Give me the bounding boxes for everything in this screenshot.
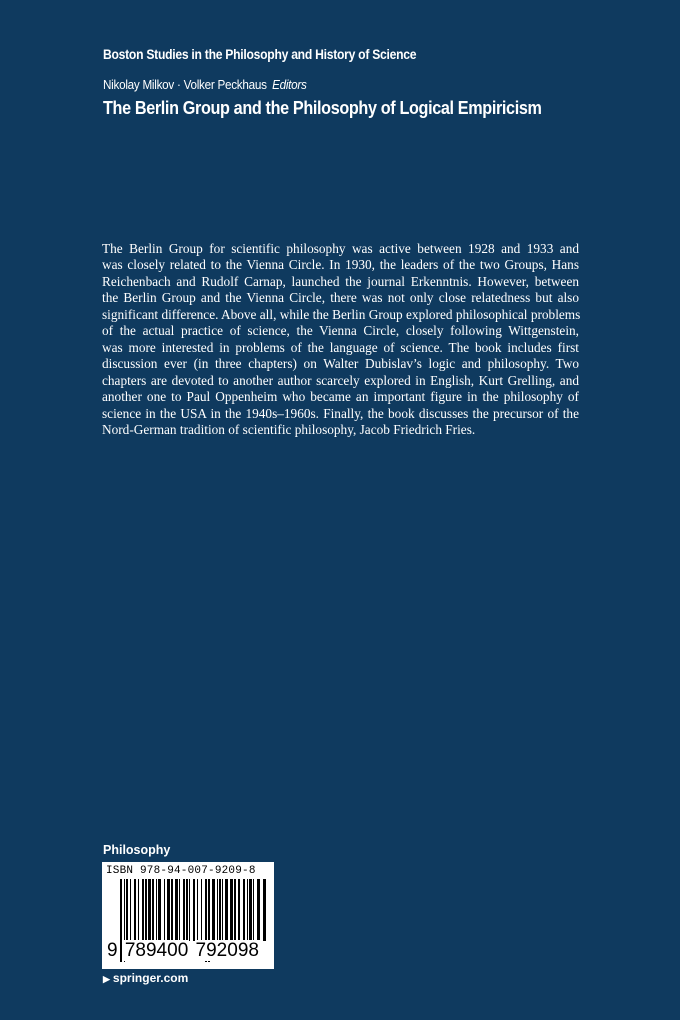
barcode-bar xyxy=(230,879,233,941)
blurb xyxy=(102,241,579,438)
ean-digits xyxy=(106,940,260,962)
barcode-bar xyxy=(145,879,147,941)
blurb-line: the Berlin Group and the Vienna Circle, there was not only close relatedness but also xyxy=(102,290,579,306)
blurb-line: of the actual practice of science, the Vienna Circle, closely following Wittgenstein, xyxy=(102,323,579,339)
website-link[interactable] xyxy=(103,971,188,985)
barcode-bar xyxy=(126,879,128,941)
ean-left-digits: 789400 xyxy=(124,940,189,961)
arrow-right-icon: ▶ xyxy=(103,974,110,984)
barcode-bar xyxy=(167,879,170,941)
barcode-bar xyxy=(234,879,236,941)
barcode-bar xyxy=(183,879,185,941)
barcode-bar xyxy=(179,879,180,941)
blurb-line: chapters are devoted to another author scarcely explored in English, Kurt Grelling, and xyxy=(102,372,579,388)
barcode-bar xyxy=(219,879,221,941)
barcode-bar xyxy=(257,879,260,941)
barcode-bar xyxy=(186,879,188,941)
barcode-bar xyxy=(138,879,139,941)
blurb-line: science in the USA in the 1940s–1960s. Finally, the book discusses the precursor of the xyxy=(102,405,579,421)
series-name: Boston Studies in the Philosophy and History of Science xyxy=(103,47,417,62)
blurb-line: discussion ever (in three chapters) on Walter Dubislav’s logic and philosophy. Two xyxy=(102,356,579,372)
blurb-line: was closely related to the Vienna Circle. In 1930, the leaders of the two Groups, Hans xyxy=(102,257,579,273)
barcode-bar xyxy=(217,879,218,941)
barcode-bar xyxy=(243,879,245,941)
editor-names: Nikolay Milkov · Volker Peckhaus xyxy=(103,77,267,92)
barcode-bar xyxy=(175,879,178,941)
blurb-line: significant difference. Above all, while the Berlin Group explored philosophical problems xyxy=(102,306,581,322)
barcode-bar xyxy=(142,879,144,941)
barcode-bar xyxy=(263,879,266,941)
ean-first-digit: 9 xyxy=(107,940,118,961)
editors xyxy=(103,77,307,92)
barcode-bar xyxy=(253,879,254,941)
isbn-text: ISBN 978-94-007-9209-8 xyxy=(106,865,256,877)
book-title: The Berlin Group and the Philosophy of Logical Empiricism xyxy=(103,98,542,118)
blurb-line: was more interested in problems of the language of science. The book includes first xyxy=(102,339,579,355)
barcode-bar xyxy=(201,879,202,941)
website-text: springer.com xyxy=(112,971,189,985)
barcode-bar xyxy=(238,879,240,941)
barcode-bar xyxy=(156,879,157,941)
barcode-bar xyxy=(193,879,195,941)
barcode-bar xyxy=(152,879,154,941)
barcode-bar xyxy=(189,879,190,941)
subject-label: Philosophy xyxy=(103,843,171,857)
isbn-barcode xyxy=(102,862,274,969)
ean-right-digits: 792098 xyxy=(195,940,259,961)
barcode-bar xyxy=(148,879,151,941)
barcode-bar xyxy=(197,879,198,941)
barcode-bar xyxy=(158,879,161,941)
barcode-bar xyxy=(164,879,165,941)
barcode-bar xyxy=(171,879,173,941)
barcode-bar xyxy=(225,879,228,941)
blurb-line: Reichenbach and Rudolf Carnap, launched the journal Erkenntnis. However, between xyxy=(102,273,579,289)
editors-role: Editors xyxy=(272,77,307,92)
barcode-bar xyxy=(222,879,223,941)
barcode-bar xyxy=(212,879,215,941)
barcode-bar xyxy=(134,879,136,941)
blurb-line: Nord-German tradition of scientific philosophy, Jacob Friedrich Fries. xyxy=(102,421,476,437)
barcode-bar xyxy=(130,879,131,941)
barcode-bar xyxy=(249,879,252,941)
blurb-line: The Berlin Group for scientific philosophy was active between 1928 and 1933 and xyxy=(102,241,579,256)
barcode-bar xyxy=(247,879,248,941)
blurb-line: another one to Paul Oppenheim who became an important figure in the philosophy of xyxy=(102,389,579,405)
